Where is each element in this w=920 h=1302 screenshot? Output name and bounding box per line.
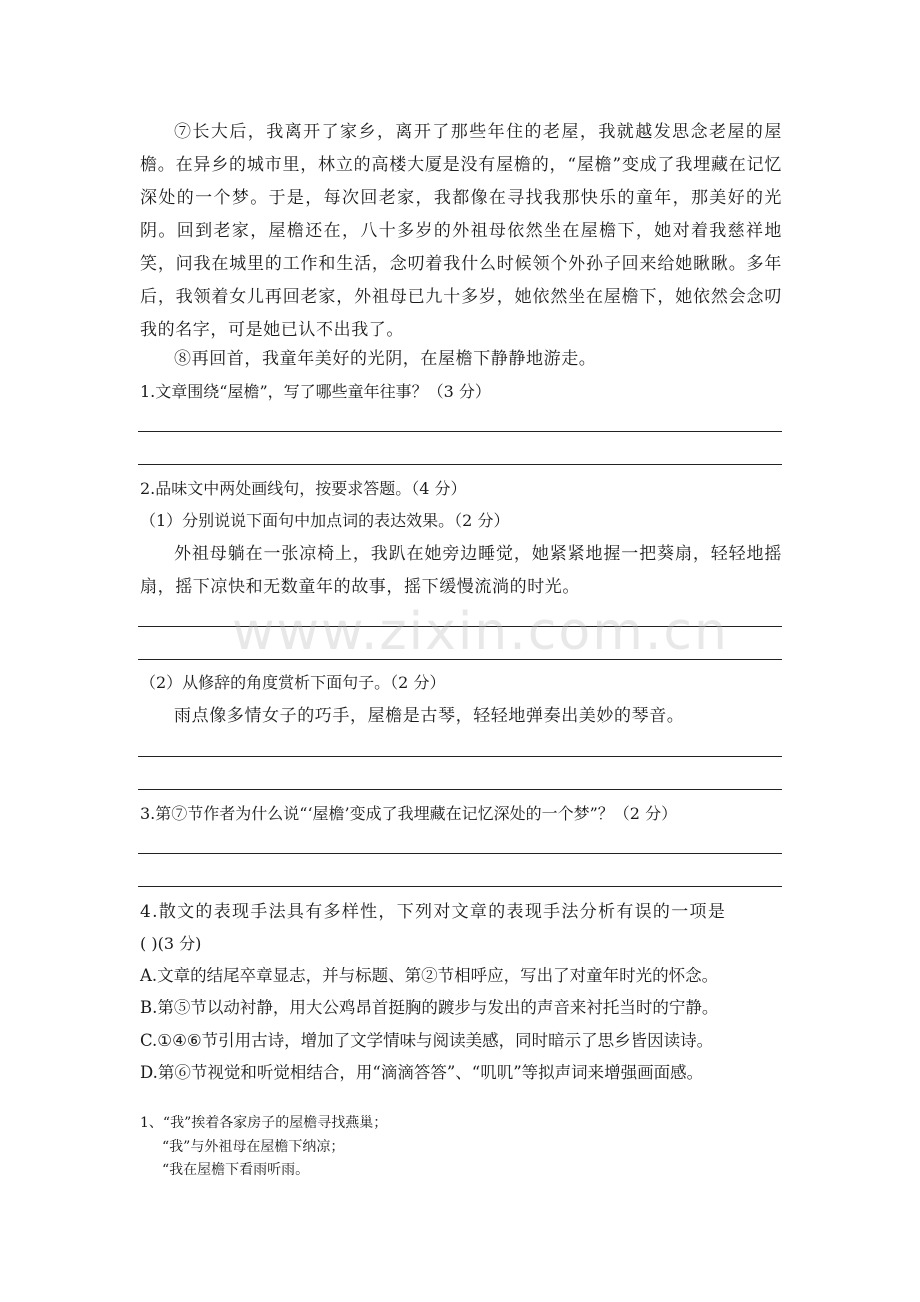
answer-line xyxy=(138,789,782,790)
question-2-part-2-quote: 雨点像多情女子的巧手，屋檐是古琴，轻轻地弹奏出美妙的琴音。 xyxy=(174,706,685,726)
question-2-part-1-quote: 外祖母躺在一张凉椅上，我趴在她旁边睡觉，她紧紧地握一把葵扇，轻轻地摇扇，摇下凉快和无数童年的故事，摇下缓慢流淌的时光。 xyxy=(140,544,782,597)
answer-line xyxy=(138,464,782,465)
question-4-option-b: B.第⑤节以动衬静，用大公鸡昂首挺胸的踱步与发出的声音来衬托当时的宁静。 xyxy=(140,998,719,1017)
watermark: www.zixin.com.cn xyxy=(232,602,729,662)
question-2: 2.品味文中两处画线句，按要求答题。（4 分） xyxy=(140,479,467,498)
question-4-bracket: ( )(3 分) xyxy=(140,934,202,953)
question-2-part-2: （2）从修辞的角度赏析下面句子。（2 分） xyxy=(140,673,446,692)
answer-line xyxy=(138,853,782,854)
question-4-option-c: C.①④⑥节引用古诗，增加了文学情味与阅读美感，同时暗示了思乡皆因读诗。 xyxy=(140,1031,714,1050)
question-4-option-d: D.第⑥节视觉和听觉相结合，用“滴滴答答”、“叽叽”等拟声词来增强画面感。 xyxy=(140,1063,704,1082)
question-3: 3.第⑦节作者为什么说“‘屋檐’变成了我埋藏在记忆深处的一个梦”？（2 分） xyxy=(140,804,678,823)
question-4-option-a: A.文章的结尾卒章显志，并与标题、第②节相呼应，写出了对童年时光的怀念。 xyxy=(140,966,719,985)
question-2-part-1: （1）分别说说下面句中加点词的表达效果。（2 分） xyxy=(140,511,510,530)
answer-line xyxy=(138,431,782,432)
answer-line xyxy=(138,756,782,757)
paragraph-7: ⑦长大后，我离开了家乡，离开了那些年住的老屋，我就越发思念老屋的屋檐。在异乡的城市里，林立的高楼大厦是没有屋檐的，“屋檐”变成了我埋藏在记忆深处的一个梦。于是，每次回老家，我都像在寻找我那快乐的童年，那美好的光阴。回到老家，屋檐还在，八十多岁的外祖母依然坐在屋檐下，她对着我慈祥地笑，问我在城里的工作和生活，念叨着我什么时候领个外孙子回来给她瞅瞅。多年后，我领着女儿再回老家，外祖母已九十多岁，她依然坐在屋檐下，她依然会念叨我的名字，可是她已认不出我了。 xyxy=(140,122,782,340)
answer-line xyxy=(138,886,782,887)
answer-1-line-2: “我”与外祖母在屋檐下纳凉； xyxy=(162,1139,345,1155)
answer-1-line-1: 1、“我”挨着各家房子的屋檐寻找燕巢； xyxy=(140,1115,388,1131)
question-1: 1.文章围绕“屋檐”，写了哪些童年往事？（3 分） xyxy=(140,382,491,401)
paragraph-8: ⑧再回首，我童年美好的光阴，在屋檐下静静地游走。 xyxy=(174,349,597,369)
answer-1-line-3: “我在屋檐下看雨听雨。 xyxy=(162,1162,310,1178)
question-4-stem: 4.散文的表现手法具有多样性，下列对文章的表现手法分析有误的一项是 xyxy=(140,902,727,922)
